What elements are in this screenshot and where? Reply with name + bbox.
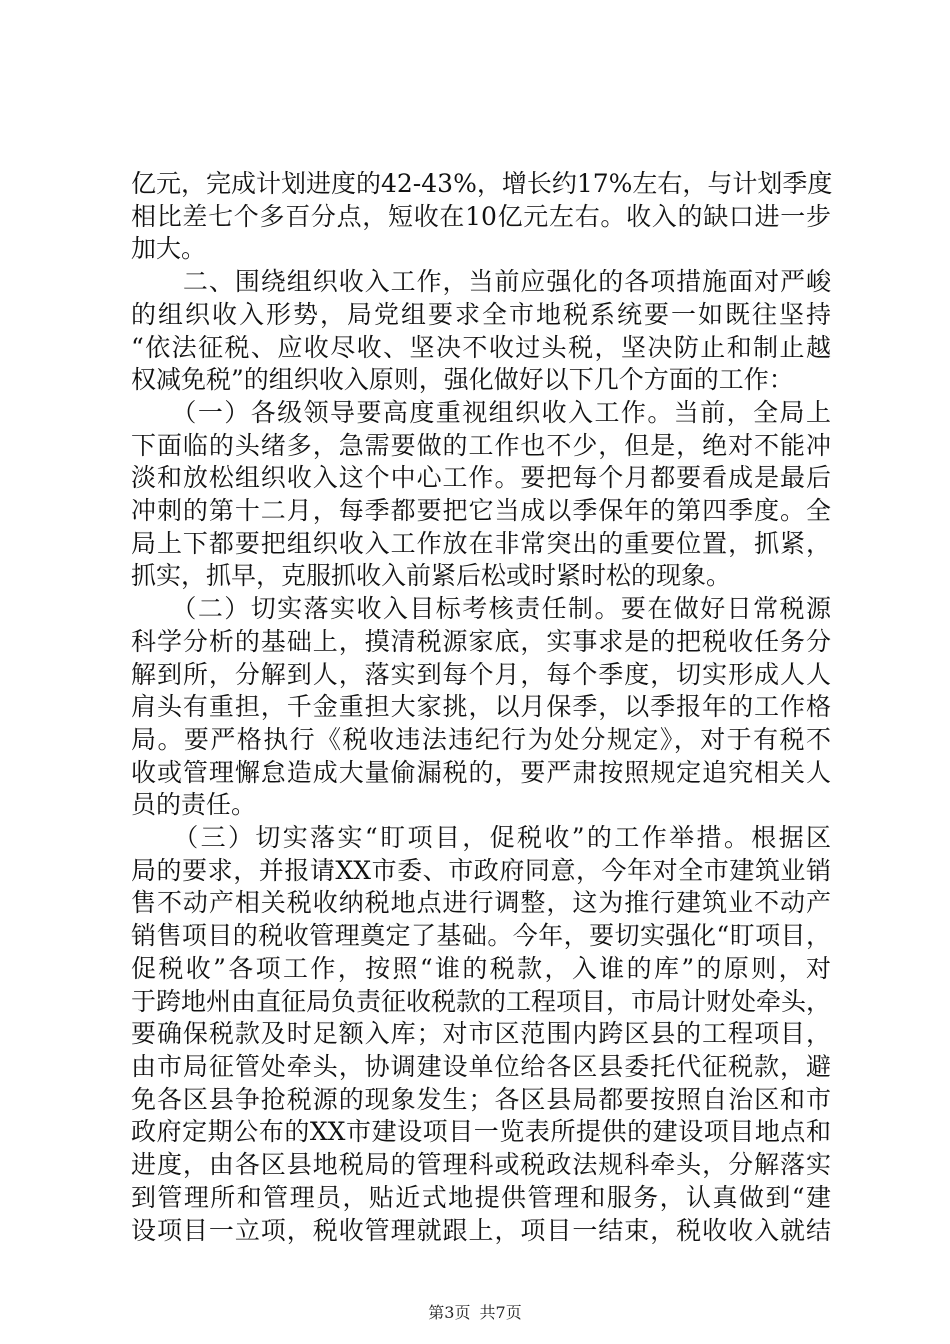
text-line: 员的责任。 [131,790,257,820]
page-total: 共7页 [479,1303,522,1322]
text-line: 局。要严格执行《税收违法违纪行为处分规定》，对于有税不 [131,724,831,754]
text-line: （一）各级领导要高度重视组织收入工作。当前，全局上 [131,397,831,427]
text-line: 的组织收入形势，局党组要求全市地税系统要一如既往坚持 [131,299,831,329]
text-line: 局的要求，并报请XX市委、市政府同意，今年对全市建筑业销 [131,855,831,885]
text-line: （三）切实落实“盯项目，促税收”的工作举措。根据区 [131,823,831,853]
text-line: 进度，由各区县地税局的管理科或税政法规科牵头，分解落实 [131,1150,831,1180]
text-line: “依法征税、应收尽收、坚决不收过头税，坚决防止和制止越 [131,332,831,362]
text-line: 抓实，抓早，克服抓收入前紧后松或时紧时松的现象。 [131,561,732,591]
text-line: 政府定期公布的XX市建设项目一览表所提供的建设项目地点和 [131,1117,831,1147]
text-line: 要确保税款及时足额入库；对市区范围内跨区县的工程项目， [131,1019,831,1049]
text-line: 促税收”各项工作，按照“谁的税款，入谁的库”的原则，对 [131,953,831,983]
text-line: 二、围绕组织收入工作，当前应强化的各项措施面对严峻 [131,267,831,297]
text-line: 相比差七个多百分点，短收在10亿元左右。收入的缺口进一步 [131,201,831,231]
page-footer [0,1300,950,1323]
text-line: 下面临的头绪多，急需要做的工作也不少，但是，绝对不能冲 [131,430,831,460]
text-line: 局上下都要把组织收入工作放在非常突出的重要位置，抓紧， [131,528,831,558]
text-line: 肩头有重担，千金重担大家挑，以月保季，以季报年的工作格 [131,692,831,722]
text-line: 收或管理懈怠造成大量偷漏税的，要严肃按照规定追究相关人 [131,757,831,787]
text-line: 科学分析的基础上，摸清税源家底，实事求是的把税收任务分 [131,626,831,656]
text-line: 到管理所和管理员，贴近式地提供管理和服务，认真做到“建 [131,1182,831,1212]
text-line: 售不动产相关税收纳税地点进行调整，这为推行建筑业不动产 [131,888,831,918]
text-line: 加大。 [131,234,207,264]
text-line: 于跨地州由直征局负责征收税款的工程项目，市局计财处牵头， [131,986,832,1016]
text-line: （二）切实落实收入目标考核责任制。要在做好日常税源 [131,594,831,624]
document-body [131,168,831,1247]
text-line: 由市局征管处牵头，协调建设单位给各区县委托代征税款，避 [131,1051,831,1081]
text-line: 设项目一立项，税收管理就跟上，项目一结束，税收收入就结 [131,1215,831,1245]
text-line: 淡和放松组织收入这个中心工作。要把每个月都要看成是最后 [131,463,831,493]
text-line: 免各区县争抢税源的现象发生；各区县局都要按照自治区和市 [131,1084,831,1114]
text-line: 亿元，完成计划进度的42-43%，增长约17%左右，与计划季度 [131,169,833,198]
text-line: 销售项目的税收管理奠定了基础。今年，要切实强化“盯项目， [131,921,831,951]
text-line: 权减免税”的组织收入原则，强化做好以下几个方面的工作： [131,365,794,395]
page-number: 第3页 [428,1303,471,1322]
text-line: 解到所，分解到人，落实到每个月，每个季度，切实形成人人 [131,659,831,689]
text-line: 冲刺的第十二月，每季都要把它当成以季保年的第四季度。全 [131,496,831,526]
